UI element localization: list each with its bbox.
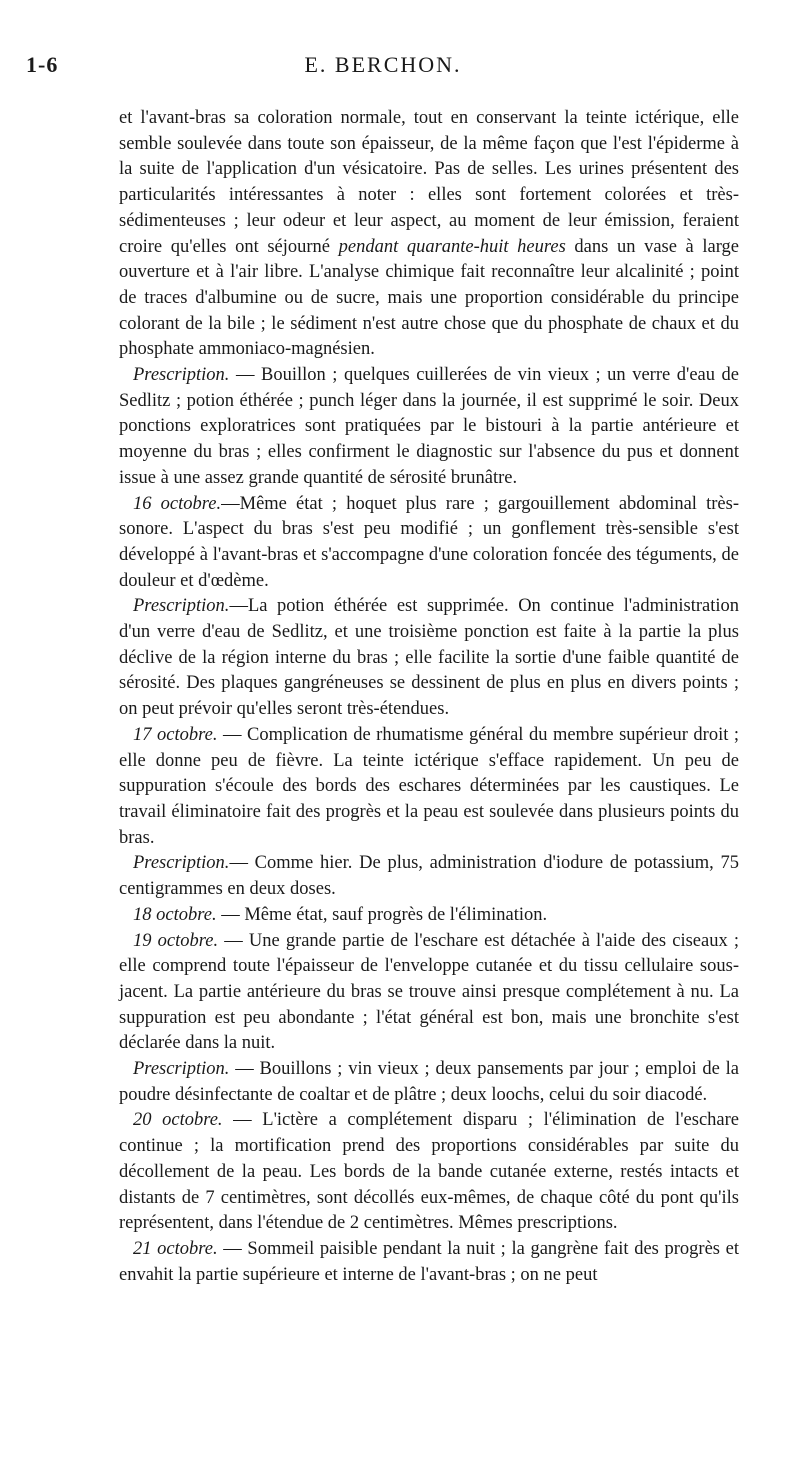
running-title: E. BERCHON. bbox=[304, 52, 462, 77]
paragraph-19-octobre: 19 octobre. — Une grande partie de l'eschare est détachée à l'aide des ciseaux ; elle comprend toute l'épaisseur de l'enveloppe cutanée et du tissu cellulaire sous-jacent. La partie antérieure du bras se trouve ainsi presque complétement à nu. La suppuration est peu abondante ; l'état général est bon, mais une bronchite s'est déclarée dans la nuit. bbox=[119, 930, 739, 1054]
body-text bbox=[119, 106, 739, 1288]
paragraph-prescription-1: Prescription. — Bouillon ; quelques cuillerées de vin vieux ; un verre d'eau de Sedlitz ; potion éthérée ; punch léger dans la journée, il est supprimé le soir. Deux ponctions exploratrices sont pratiquées par le bistouri à la partie antérieure et moyenne du bras ; elles confirment le diagnostic sur l'absence du pus et donnent issue à une assez grande quantité de sérosité brunâtre. bbox=[119, 365, 739, 488]
paragraph-20-octobre: 20 octobre. — L'ictère a complétement disparu ; l'élimination de l'eschare continue ; la mortification prend des proportions considérables par suite du décollement de la peau. Les bords de la bande cutanée externe, restés intacts et distants de 7 centimètres, sont décollés eux-mêmes, de chaque côté du pont qu'ils représentent, dans l'étendue de 2 centimètres. Mêmes prescriptions. bbox=[119, 1110, 739, 1234]
paragraph-17-octobre: 17 octobre. — Complication de rhumatisme général du membre supérieur droit ; elle donne peu de fièvre. La teinte ictérique s'efface rapidement. Un peu de suppuration s'écoule des bords des eschares déterminées par les caustiques. Le travail éliminatoire fait des progrès et la peau est soulevée dans plusieurs points du bras. bbox=[119, 724, 740, 848]
paragraph-21-octobre: 21 octobre. — Sommeil paisible pendant la nuit ; la gangrène fait des progrès et envahit la partie supérieure et interne de l'avant-bras ; on ne peut bbox=[119, 1238, 739, 1285]
paragraph-prescription-3: Prescription.— Comme hier. De plus, administration d'iodure de potassium, 75 centigrammes en deux doses. bbox=[119, 853, 739, 900]
paragraph-lead: Prescription. bbox=[133, 1059, 230, 1080]
paragraph-lead: 16 octobre. bbox=[133, 493, 222, 514]
paragraph-lead: Prescription. bbox=[133, 853, 230, 874]
paragraph-18-octobre: 18 octobre. — Même état, sauf progrès de l'élimination. bbox=[133, 904, 548, 925]
paragraph-urine-analysis: et l'avant-bras sa coloration normale, tout en conservant la teinte ictérique, elle semble soulevée dans toute son épaisseur, de la même façon que l'est l'épiderme à la suite de l'application d'un vésicatoire. Pas de selles. Les urines présentent des particularités intéressantes à noter : elles sont fortement colorées et très-sédimenteuses ; leur odeur et leur aspect, au moment de leur émission, feraient croire qu'elles ont séjourné pendant quarante-huit heures dans un vase à large ouverture et à l'air libre. L'analyse chimique fait reconnaître leur alcalinité ; point de traces d'albumine ou de sucre, mais une proportion considérable du principe colorant de la bile ; le sédiment n'est autre chose que du phosphate de chaux et du phosphate ammoniaco-magnésien. bbox=[119, 108, 740, 360]
paragraph-prescription-2: Prescription.—La potion éthérée est supprimée. On continue l'administration d'un verre d'eau de Sedlitz, et une troisième ponction est faite à la partie la plus déclive de la région interne du bras ; elle facilite la sortie d'une faible quantité de sérosité. Des plaques gangréneuses se dessinent de plus en plus en divers points ; on peut prévoir qu'elles seront très-étendues. bbox=[119, 596, 739, 720]
paragraph-lead: 21 octobre. bbox=[133, 1238, 218, 1259]
paragraph-lead: 17 octobre. bbox=[133, 724, 218, 745]
paragraph-prescription-4: Prescription. — Bouillons ; vin vieux ; deux pansements par jour ; emploi de la poudre désinfectante de coaltar et de plâtre ; deux loochs, celui du soir diacodé. bbox=[119, 1059, 739, 1105]
paragraph-lead: Prescription. bbox=[133, 596, 230, 617]
paragraph-lead: 20 octobre. bbox=[133, 1110, 223, 1131]
paragraph-lead: 18 octobre. bbox=[133, 904, 217, 925]
page-number: 1-6 bbox=[26, 52, 59, 77]
paragraph-lead: 19 octobre. bbox=[133, 930, 219, 951]
page-header bbox=[26, 52, 740, 82]
paragraph-lead: Prescription. bbox=[133, 365, 230, 386]
paragraph-16-octobre: 16 octobre.—Même état ; hoquet plus rare ; gargouillement abdominal très-sonore. L'aspect du bras s'est peu modifié ; un gonflement très-sensible s'est développé à l'avant-bras et s'accompagne d'une coloration foncée des téguments, de douleur et d'œdème. bbox=[119, 493, 739, 591]
